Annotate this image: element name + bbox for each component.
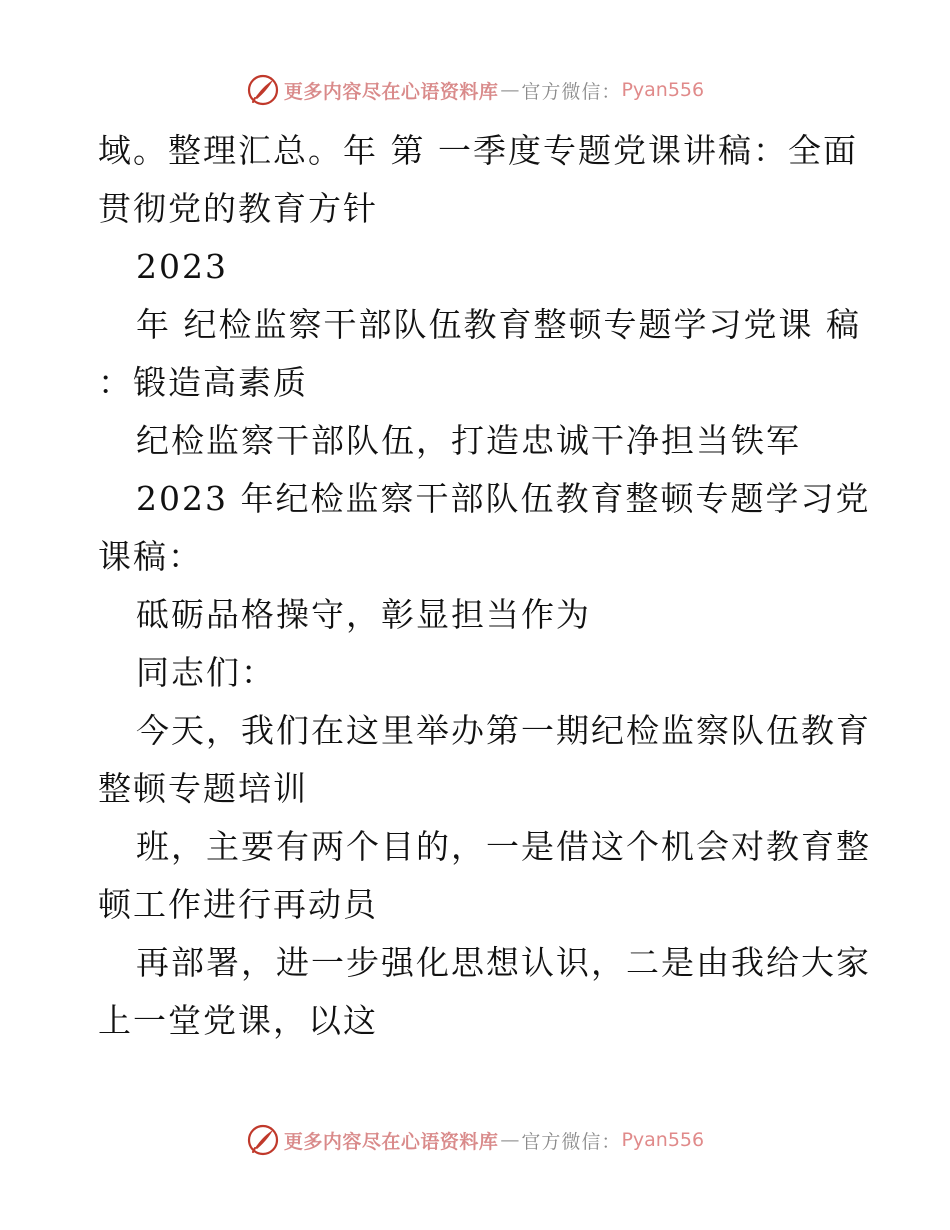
header-wechat-label: 官方微信：: [521, 80, 622, 103]
text-line: 2023 年纪检监察干部队伍教育整顿专题学习党: [136, 479, 871, 518]
text-line: 贯彻党的教育方针: [98, 189, 378, 228]
text-line: ：锻造高素质: [98, 363, 308, 402]
quill-pen-icon: [246, 1123, 280, 1157]
text-line: 砥砺品格操守，彰显担当作为: [136, 595, 591, 634]
header-dash: —: [500, 79, 520, 101]
text-line: 2023: [136, 247, 228, 286]
text-line: 同志们：: [136, 653, 276, 692]
footer-site-text: 更多内容尽在心语资料库: [283, 1130, 499, 1153]
text-line: 班，主要有两个目的，一是借这个机会对教育整: [136, 827, 871, 866]
document-body: [98, 122, 871, 1050]
text-line: 今天，我们在这里举办第一期纪检监察队伍教育: [136, 711, 871, 750]
text-line: 顿工作进行再动员: [98, 885, 378, 924]
text-line: 上一堂党课，以这: [98, 1001, 378, 1040]
text-line: 年 纪检监察干部队伍教育整顿专题学习党课 稿: [136, 305, 861, 344]
header-wechat-id: Pyan556: [621, 79, 705, 101]
footer-dash: —: [500, 1129, 520, 1151]
text-line: 整顿专题培训: [98, 769, 308, 808]
text-line: 域。整理汇总。年 第 一季度专题党课讲稿：全面: [98, 131, 858, 170]
text-line: 纪检监察干部队伍，打造忠诚干净担当铁军: [136, 421, 801, 460]
footer-watermark: [0, 1120, 950, 1160]
footer-wechat-label: 官方微信：: [521, 1130, 622, 1153]
text-line: 再部署，进一步强化思想认识，二是由我给大家: [136, 943, 871, 982]
header-watermark: [0, 70, 950, 110]
quill-pen-icon: [246, 73, 280, 107]
header-site-text: 更多内容尽在心语资料库: [283, 80, 499, 103]
footer-wechat-id: Pyan556: [621, 1129, 705, 1151]
text-line: 课稿：: [98, 537, 203, 576]
